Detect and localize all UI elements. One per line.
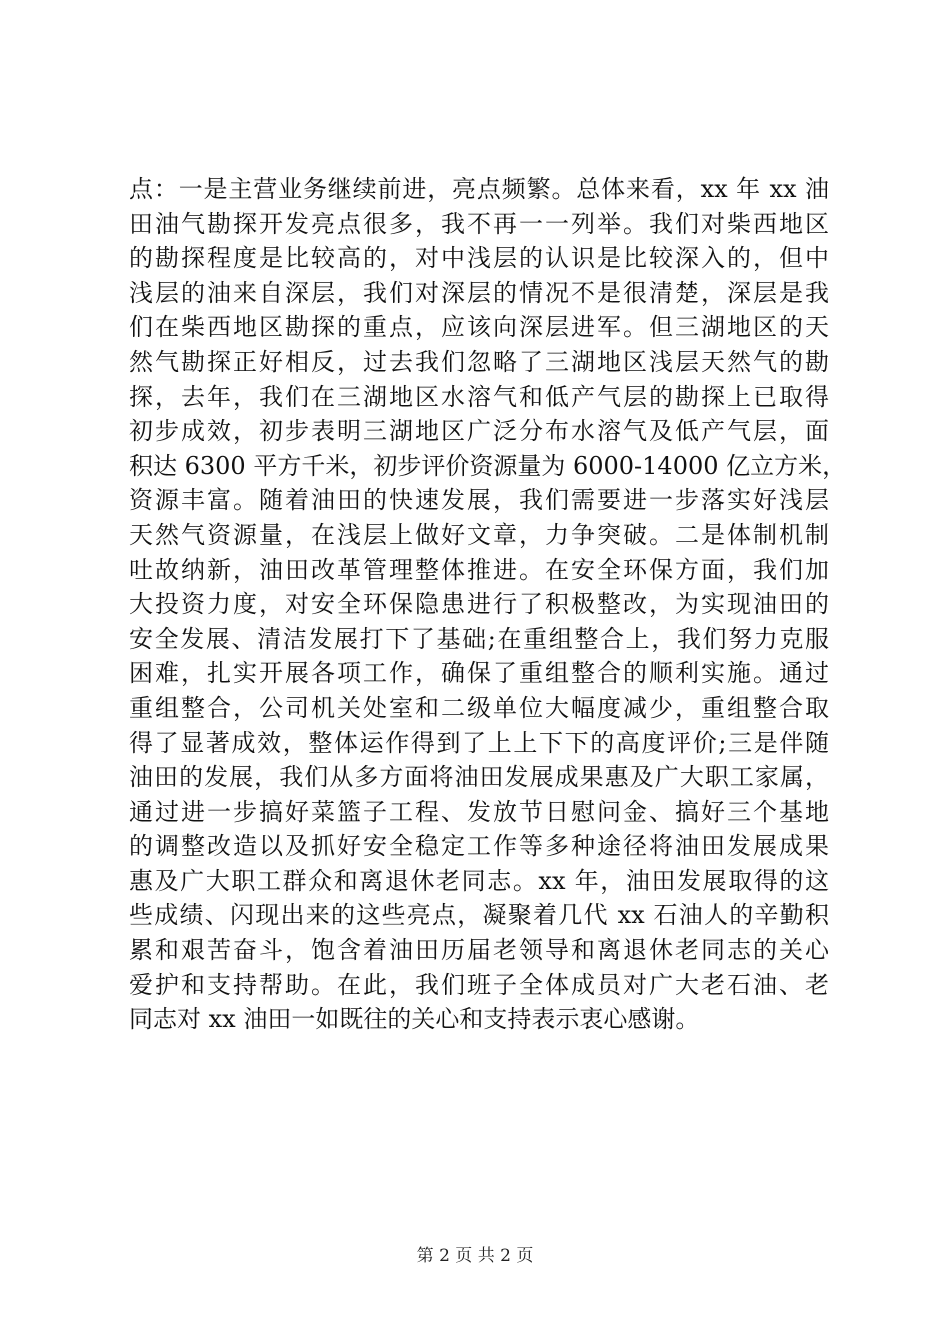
paragraph-line: 通过进一步搞好菜篮子工程、发放节日慰问金、搞好三个基地	[129, 797, 829, 826]
paragraph-line: 天然气资源量，在浅层上做好文章，力争突破。二是体制机制	[129, 520, 829, 549]
paragraph-line: 的勘探程度是比较高的，对中浅层的认识是比较深入的，但中	[129, 244, 829, 273]
paragraph-line: 大投资力度，对安全环保隐患进行了积极整改，为实现油田的	[129, 590, 829, 619]
paragraph-line: 重组整合，公司机关处室和二级单位大幅度减少，重组整合取	[129, 693, 829, 722]
paragraph-line: 安全发展、清洁发展打下了基础;在重组整合上，我们努力克服	[129, 624, 829, 653]
paragraph-line: 困难，扎实开展各项工作，确保了重组整合的顺利实施。通过	[129, 659, 829, 688]
paragraph-line: 累和艰苦奋斗，饱含着油田历届老领导和离退休老同志的关心	[129, 936, 829, 965]
paragraph-line: 浅层的油来自深层，我们对深层的情况不是很清楚，深层是我	[129, 278, 829, 307]
paragraph-line: 积达 6300 平方千米，初步评价资源量为 6000-14000 亿立方米，	[129, 451, 847, 480]
paragraph-line: 吐故纳新，油田改革管理整体推进。在安全环保方面，我们加	[129, 555, 829, 584]
body-paragraph	[129, 172, 847, 1037]
paragraph-line: 惠及广大职工群众和离退休老同志。xx 年，油田发展取得的这	[129, 866, 829, 895]
paragraph-line: 田油气勘探开发亮点很多，我不再一一列举。我们对柴西地区	[129, 209, 829, 238]
paragraph-line: 些成绩、闪现出来的这些亮点，凝聚着几代 xx 石油人的辛勤积	[129, 901, 829, 930]
paragraph-line: 油田的发展，我们从多方面将油田发展成果惠及广大职工家属，	[129, 763, 829, 792]
paragraph-line: 的调整改造以及抓好安全稳定工作等多种途径将油田发展成果	[129, 832, 829, 861]
paragraph-line: 们在柴西地区勘探的重点，应该向深层进军。但三湖地区的天	[129, 313, 829, 342]
paragraph-line: 同志对 xx 油田一如既往的关心和支持表示衷心感谢。	[129, 1005, 700, 1034]
paragraph-line: 得了显著成效，整体运作得到了上上下下的高度评价;三是伴随	[129, 728, 829, 757]
paragraph-line: 然气勘探正好相反，过去我们忽略了三湖地区浅层天然气的勘	[129, 347, 829, 376]
paragraph-line: 点：一是主营业务继续前进，亮点频繁。总体来看，xx 年 xx 油	[129, 175, 829, 203]
paragraph-line: 爱护和支持帮助。在此，我们班子全体成员对广大老石油、老	[129, 970, 829, 999]
paragraph-line: 初步成效，初步表明三湖地区广泛分布水溶气及低产气层，面	[129, 417, 829, 446]
paragraph-line: 资源丰富。随着油田的快速发展，我们需要进一步落实好浅层	[129, 486, 829, 515]
paragraph-line: 探，去年，我们在三湖地区水溶气和低产气层的勘探上已取得	[129, 382, 829, 411]
page-number-footer: 第 2 页 共 2 页	[416, 1246, 534, 1266]
